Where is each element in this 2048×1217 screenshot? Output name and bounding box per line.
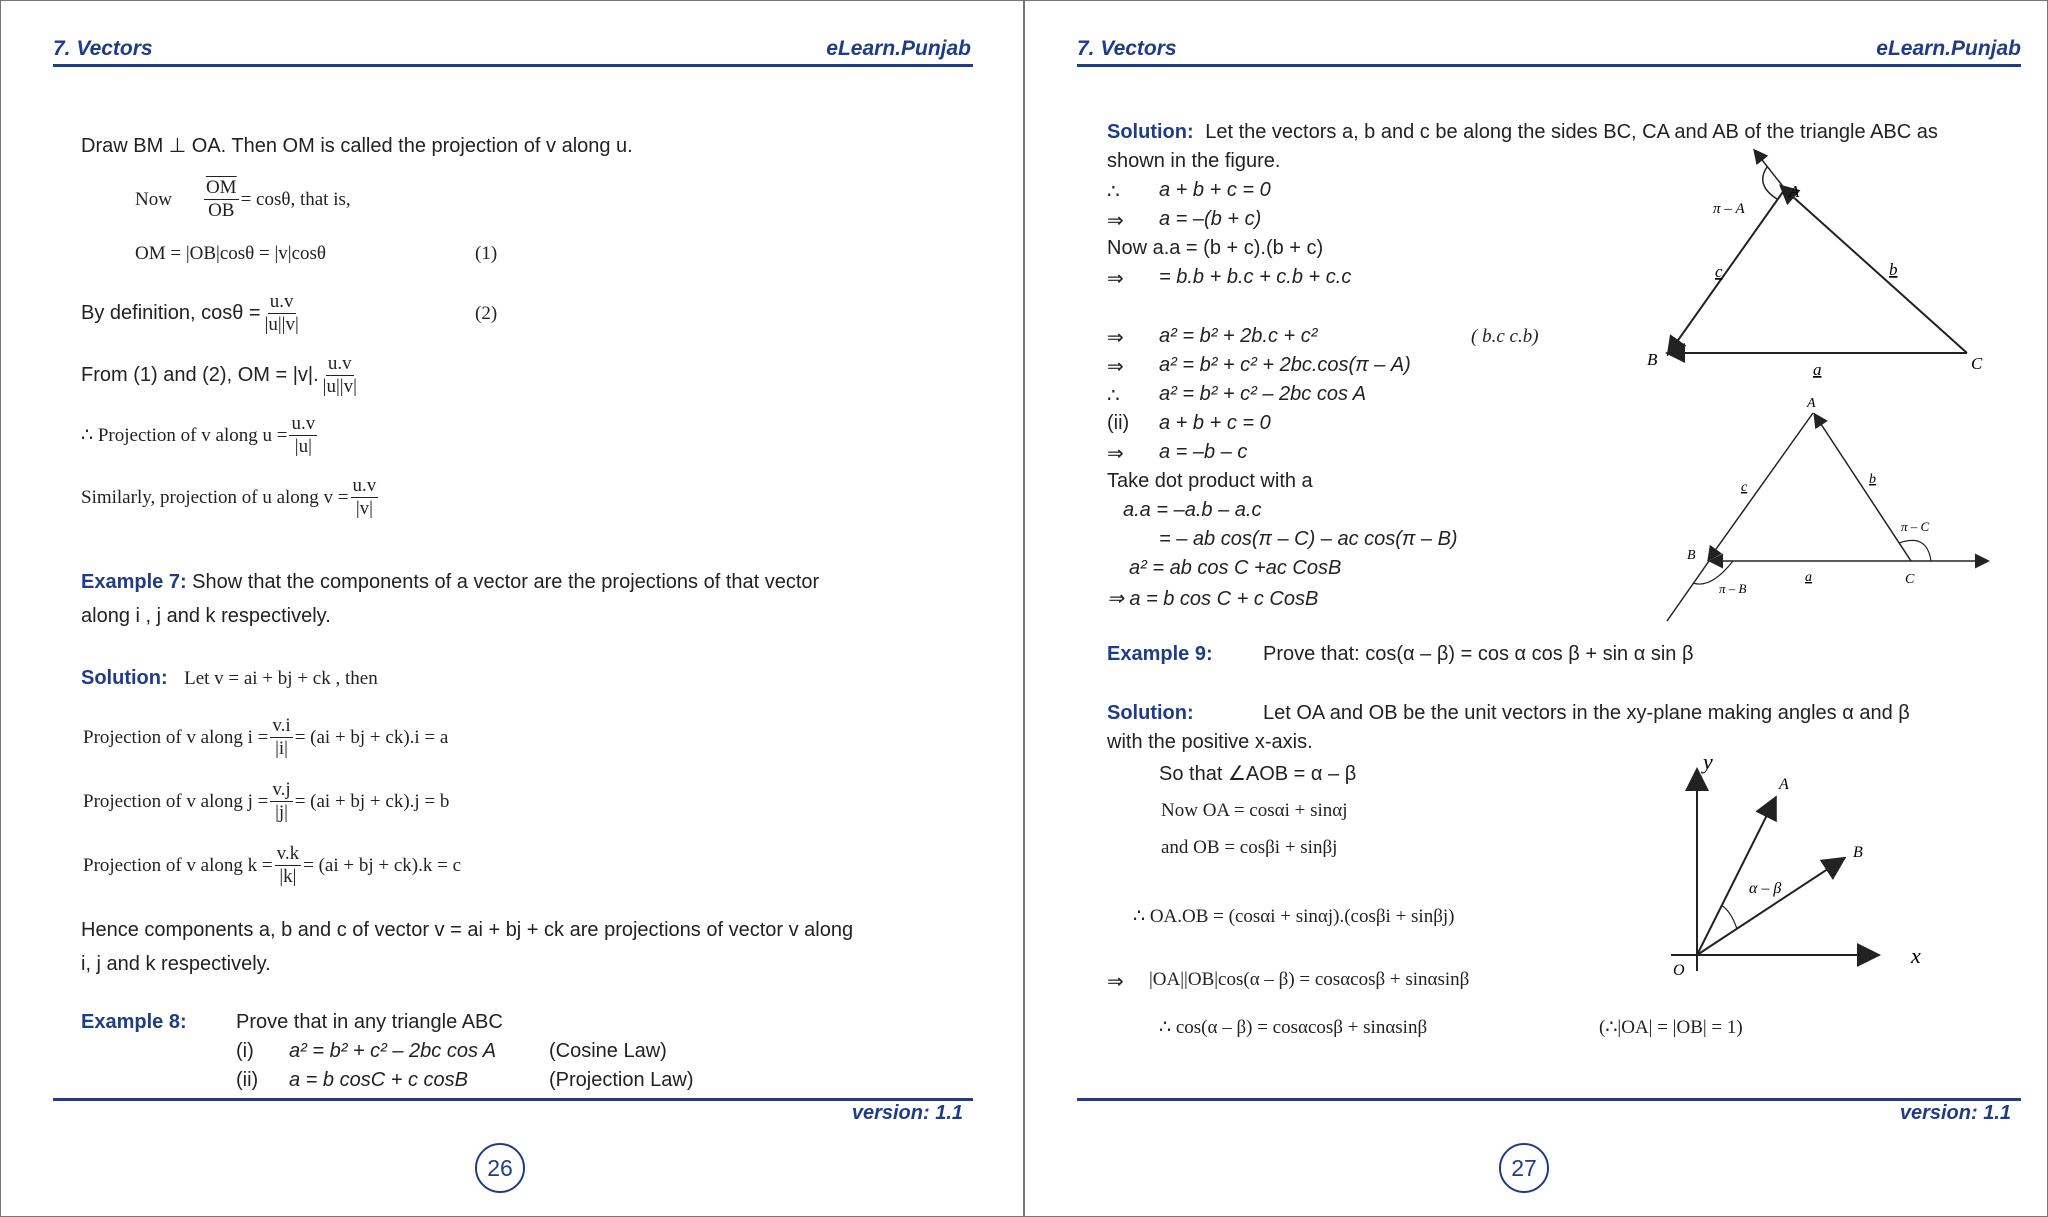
step-1-symbol: ∴ — [1107, 181, 1120, 203]
result-line: ∴ cos(α – β) = cosαcosβ + sinαsinβ — [1159, 1017, 1428, 1038]
vector-ob — [1697, 859, 1843, 955]
cos-text: = cosθ, that is, — [240, 188, 351, 210]
step-9: a = –b – c — [1159, 441, 1248, 463]
example-9-label: Example 9: — [1107, 643, 1213, 665]
step-2: a = –(b + c) — [1159, 208, 1262, 230]
triangle-figure-1 — [1637, 141, 1983, 381]
solution-9-text-2: with the positive x-axis. — [1107, 731, 1313, 753]
unit-vectors-figure — [1641, 747, 1981, 987]
version-label: version: 1.1 — [1899, 1102, 2011, 1124]
angle-b-label: π – B — [1719, 581, 1747, 596]
side-c-arrow — [1709, 413, 1813, 559]
solution-9-label: Solution: — [1107, 702, 1194, 724]
y-axis-label: y — [1703, 749, 1713, 774]
projection-v-along-u: ∴ Projection of v along u = $\frac{u.v}{|u|}$ — [81, 413, 316, 457]
side-c-label: c — [1741, 480, 1748, 495]
ob-vector: and OB = cosβi + sinβj — [1161, 837, 1338, 858]
hence-line-2: i, j and k respectively. — [81, 953, 271, 975]
side-b-arrow — [1782, 187, 1967, 353]
vertex-b-label: B — [1647, 350, 1658, 369]
angle-c-label: π – C — [1901, 519, 1930, 534]
oa-vector: Now OA = cosαi + sinαj — [1161, 800, 1348, 821]
angle-relation: So that ∠AOB = α – β — [1159, 763, 1357, 785]
side-b-label: b — [1889, 260, 1898, 279]
combined-equation: From (1) and (2), OM = |v|. $\frac{u.v}{|u||v|}$ — [81, 353, 357, 397]
cos-ratio-line — [135, 177, 351, 222]
equation-2-tag: (2) — [475, 303, 498, 324]
page-number: 26 — [475, 1143, 525, 1193]
step-8-symbol: (ii) — [1107, 412, 1130, 434]
projection-along-i: Projection of v along i = $\frac{v.i}{|i|}$ = (ai + bj + ck).i = a — [83, 715, 449, 759]
side-b-arrow — [1815, 415, 1911, 561]
hence-line-1: Hence components a, b and c of vector v = ai + bj + ck are projections of vector v along — [81, 919, 854, 941]
point-a-label: A — [1779, 776, 1789, 793]
brand-name: eLearn.Punjab — [826, 37, 971, 60]
chapter-title: 7. Vectors — [53, 37, 153, 60]
side-a-label: a — [1813, 360, 1822, 379]
step-5-symbol: ⇒ — [1107, 327, 1124, 349]
vertex-b-label: B — [1687, 548, 1696, 563]
step-11: a.a = –a.b – a.c — [1123, 499, 1262, 521]
angle-label: π – A — [1713, 201, 1745, 217]
solution-8-text-2: shown in the figure. — [1107, 150, 1281, 172]
step-4: = b.b + b.c + c.b + c.c — [1159, 266, 1352, 288]
version-label: version: 1.1 — [851, 1102, 963, 1124]
step-7-symbol: ∴ — [1107, 385, 1120, 407]
page-27 — [1024, 0, 2048, 1217]
solution-9-text: Let OA and OB be the unit vectors in the xy-plane making angles α and β — [1263, 702, 1910, 724]
brand-name: eLearn.Punjab — [1876, 37, 2021, 60]
magnitude-line: |OA||OB|cos(α – β) = cosαcosβ + sinαsinβ — [1149, 969, 1470, 990]
step-7: a² = b² + c² – 2bc cos A — [1159, 383, 1367, 405]
dot-product-line: ∴ OA.OB = (cosαi + sinαj).(cosβi + sinβj) — [1133, 906, 1455, 927]
side-c-label: c — [1715, 262, 1723, 281]
step-6: a² = b² + c² + 2bc.cos(π – A) — [1159, 354, 1411, 376]
vector-oa — [1697, 799, 1775, 955]
side-a-label: a — [1805, 570, 1812, 585]
header-rule — [1077, 64, 2021, 67]
page-number: 27 — [1499, 1143, 1549, 1193]
chapter-title: 7. Vectors — [1077, 37, 1177, 60]
step-10: Take dot product with a — [1107, 470, 1313, 492]
solution-8-heading: Solution: Let the vectors a, b and c be along the sides BC, CA and AB of the triangle ABC as — [1107, 121, 1938, 143]
header-rule — [53, 64, 973, 67]
example-8-text: Prove that in any triangle ABC — [236, 1011, 503, 1033]
projection-definition: Draw BM ⊥ OA. Then OM is called the projection of v along u. — [81, 135, 633, 157]
projection-u-along-v: Similarly, projection of u along v = $\frac{u.v}{|v|}$ — [81, 475, 377, 519]
step-2-symbol: ⇒ — [1107, 210, 1124, 232]
angle-arc — [1763, 167, 1777, 199]
projection-law-label: (Projection Law) — [549, 1069, 694, 1091]
footer-rule — [53, 1098, 973, 1101]
step-14: ⇒ a = b cos C + c CosB — [1107, 588, 1319, 610]
extension-line — [1667, 561, 1709, 621]
cosine-law-formula: a² = b² + c² – 2bc cos A — [289, 1040, 497, 1062]
step-1: a + b + c = 0 — [1159, 179, 1271, 201]
solution-7-heading: Solution: Let v = ai + bj + ck , then — [81, 667, 378, 689]
step-5-note: ( b.c c.b) — [1471, 326, 1539, 347]
example-7-text-2: along i , j and k respectively. — [81, 605, 331, 627]
now-label: Now — [135, 188, 172, 210]
step-13: a² = ab cos C +ac CosB — [1129, 557, 1342, 579]
triangle-figure-2 — [1637, 393, 1997, 633]
step-12: = – ab cos(π – C) – ac cos(π – B) — [1159, 528, 1458, 550]
example-8-label: Example 8: — [81, 1011, 187, 1033]
projection-along-k: Projection of v along k = $\frac{v.k}{|k|}$ = (ai + bj + ck).k = c — [83, 843, 462, 887]
angle-arc — [1721, 905, 1737, 929]
projection-law-formula: a = b cosC + c cosB — [289, 1069, 468, 1091]
equation-1-tag: (1) — [475, 243, 498, 264]
example-8-ii-number: (ii) — [236, 1069, 259, 1091]
example-8-i-number: (i) — [236, 1040, 254, 1062]
step-9-symbol: ⇒ — [1107, 443, 1124, 465]
vertex-a-label: A — [1789, 182, 1800, 201]
point-b-label: B — [1853, 844, 1863, 861]
extension-arrow — [1755, 151, 1785, 189]
step-6-symbol: ⇒ — [1107, 356, 1124, 378]
equation-1: OM = |OB|cosθ = |v|cosθ — [135, 243, 327, 264]
origin-label: O — [1673, 962, 1685, 979]
magnitude-line-symbol: ⇒ — [1107, 971, 1124, 993]
om-ob-fraction: $\frac{\overline{OM}}{OB}$ — [205, 177, 237, 221]
step-4-symbol: ⇒ — [1107, 268, 1124, 290]
example-9-text: Prove that: cos(α – β) = cos α cos β + sin α sin β — [1263, 643, 1694, 665]
cosine-law-label: (Cosine Law) — [549, 1040, 667, 1062]
angle-label: α – β — [1749, 880, 1782, 897]
example-7-heading: Example 7: Show that the components of a vector are the projections of that vector — [81, 571, 820, 593]
step-5: a² = b² + 2b.c + c² — [1159, 325, 1318, 347]
step-3: Now a.a = (b + c).(b + c) — [1107, 237, 1324, 259]
projection-along-j: Projection of v along j = $\frac{v.j}{|j|}$ = (ai + bj + ck).j = b — [83, 779, 450, 823]
vertex-c-label: C — [1905, 572, 1915, 587]
unit-note: (∴|OA| = |OB| = 1) — [1599, 1017, 1743, 1038]
step-8: a + b + c = 0 — [1159, 412, 1271, 434]
side-b-label: b — [1869, 472, 1876, 487]
vertex-c-label: C — [1971, 354, 1983, 373]
vertex-a-label: A — [1807, 396, 1816, 411]
x-axis-label: x — [1911, 943, 1921, 968]
equation-2: By definition, cosθ = $\frac{u.v}{|u||v|}$ — [81, 291, 299, 335]
footer-rule — [1077, 1098, 2021, 1101]
